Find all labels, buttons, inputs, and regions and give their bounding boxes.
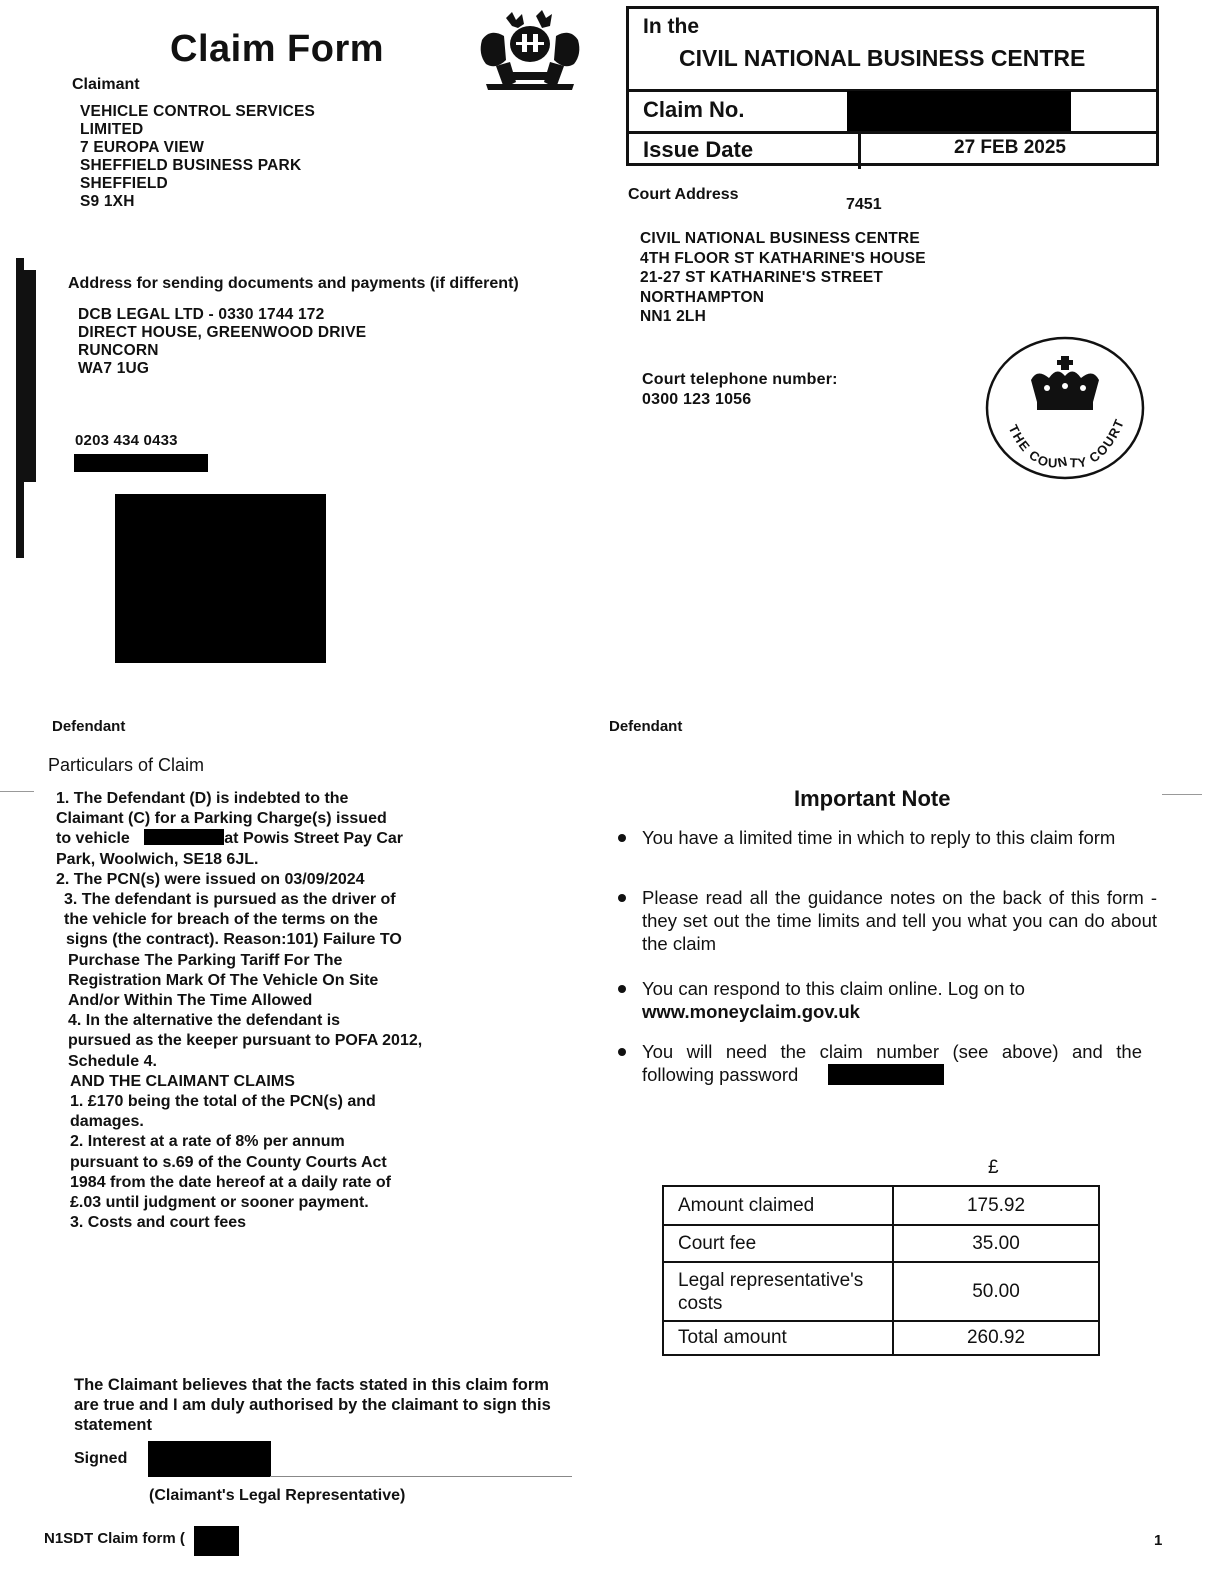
signature-line <box>270 1476 572 1477</box>
svg-text:THE COUNTY COURT <box>1006 416 1128 471</box>
fold-line <box>0 791 34 792</box>
bullet-icon <box>618 985 626 993</box>
particulars-text <box>56 789 476 1233</box>
particulars-line: Schedule 4. <box>68 1052 157 1070</box>
claimant-address-line: LIMITED <box>80 121 144 138</box>
claimant-address-line: 7 EUROPA VIEW <box>80 139 205 156</box>
defendant-label-right: Defendant <box>609 718 683 735</box>
particulars-line: 4. In the alternative the defendant is <box>68 1012 341 1030</box>
claimant-address-line: SHEFFIELD <box>80 175 168 192</box>
sending-address-line: WA7 1UG <box>78 360 150 377</box>
court-address <box>640 229 926 327</box>
bullet-icon <box>618 1048 626 1056</box>
particulars-line: 1984 from the date hereof at a daily rate of <box>70 1173 391 1191</box>
claim-no-label: Claim No. <box>643 97 745 122</box>
form-title: Claim Form <box>170 28 385 70</box>
sending-address-label: Address for sending documents and payments (if different) <box>68 275 519 292</box>
redacted-signature <box>148 1441 271 1477</box>
important-note-heading: Important Note <box>794 786 951 811</box>
sending-address <box>78 306 366 378</box>
margin-bar <box>16 258 24 558</box>
amount-value: 50.00 <box>893 1262 1099 1321</box>
court-address-line: 4TH FLOOR ST KATHARINE'S HOUSE <box>640 249 926 267</box>
particulars-line: £.03 until judgment or sooner payment. <box>70 1194 369 1212</box>
statement-line: are true and I am duly authorised by the claimant to sign this <box>74 1396 551 1415</box>
particulars-heading: Particulars of Claim <box>48 755 205 775</box>
amount-value: 260.92 <box>893 1321 1099 1355</box>
important-note-item <box>618 977 1158 1025</box>
statement-line: The Claimant believes that the facts stated in this claim form <box>74 1376 549 1394</box>
court-info-box <box>626 6 1159 166</box>
defendant-label-left: Defendant <box>52 718 126 735</box>
particulars-line: 1. The Defendant (D) is indebted to the <box>56 790 349 807</box>
particulars-line: signs (the contract). Reason:101) Failure TO <box>66 931 402 949</box>
margin-bar <box>24 270 36 482</box>
particulars-line: damages. <box>70 1113 144 1131</box>
particulars-line: the vehicle for breach of the terms on the <box>64 911 378 929</box>
form-identifier: N1SDT Claim form ( <box>44 1530 185 1547</box>
particulars-line: pursuant to s.69 of the County Courts Act <box>70 1153 387 1171</box>
particulars-segment: to vehicle <box>56 830 130 848</box>
currency-symbol: £ <box>988 1157 999 1178</box>
amount-label: Total amount <box>663 1321 893 1355</box>
redacted-claim-number <box>847 91 1071 131</box>
fold-line <box>1162 794 1202 795</box>
amount-label: Court fee <box>663 1225 893 1262</box>
particulars-line: Registration Mark Of The Vehicle On Site <box>68 971 379 989</box>
statement-of-truth <box>74 1375 551 1436</box>
amount-row <box>663 1225 1099 1262</box>
claimant-address-line: SHEFFIELD BUSINESS PARK <box>80 157 302 174</box>
important-note-item: Please read all the guidance notes on the back of this form - they set out the time limits and tell you what you can do about the claim <box>618 886 1158 958</box>
court-address-label: Court Address <box>628 186 739 203</box>
particulars-line: Park, Woolwich, SE18 6JL. <box>56 850 259 868</box>
issue-date-value: 27 FEB 2025 <box>954 137 1066 158</box>
sending-phone: 0203 434 0433 <box>75 432 178 449</box>
bullet-icon <box>618 894 626 902</box>
court-address-line: 21-27 ST KATHARINE'S STREET <box>640 269 884 286</box>
particulars-line: Claimant (C) for a Parking Charge(s) issued <box>56 810 387 828</box>
redacted-form-reference <box>194 1526 239 1556</box>
signed-label: Signed <box>74 1450 128 1467</box>
particulars-line: Purchase The Parking Tariff For The <box>68 951 343 969</box>
court-code: 7451 <box>846 196 882 213</box>
court-telephone-label: Court telephone number: <box>642 371 838 388</box>
particulars-line: 2. Interest at a rate of 8% per annum <box>70 1133 345 1151</box>
amount-row <box>663 1262 1099 1321</box>
issue-date-label: Issue Date <box>643 137 754 162</box>
court-address-line: NORTHAMPTON <box>640 288 765 306</box>
important-note-item: You have a limited time in which to reply to this claim form <box>618 826 1158 874</box>
particulars-line: 3. Costs and court fees <box>70 1214 247 1232</box>
claimant-label: Claimant <box>72 76 140 93</box>
particulars-line: pursued as the keeper pursuant to POFA 2012, <box>68 1032 423 1050</box>
amount-row <box>663 1321 1099 1355</box>
claim-no-row <box>629 89 1156 134</box>
particulars-line: AND THE CLAIMANT CLAIMS <box>70 1072 295 1090</box>
redacted-password <box>828 1064 944 1085</box>
court-address-line: CIVIL NATIONAL BUSINESS CENTRE <box>640 230 920 247</box>
amount-row <box>663 1186 1099 1225</box>
court-telephone <box>642 370 838 410</box>
signatory-role: (Claimant's Legal Representative) <box>149 1487 406 1504</box>
amount-label: Legal representative's costs <box>663 1262 893 1321</box>
amount-label: Amount claimed <box>663 1186 893 1225</box>
sending-address-line: DIRECT HOUSE, GREENWOOD DRIVE <box>78 324 367 341</box>
particulars-line: 3. The defendant is pursued as the driver of <box>64 891 396 909</box>
claimant-address-line: VEHICLE CONTROL SERVICES <box>80 103 316 120</box>
sending-address-line: RUNCORN <box>78 342 159 359</box>
seal-text: THE COUNTY COURT <box>1005 415 1128 471</box>
particulars-line: 2. The PCN(s) were issued on 03/09/2024 <box>56 870 365 888</box>
particulars-line: And/or Within The Time Allowed <box>68 992 313 1010</box>
sending-address-line: DCB LEGAL LTD - 0330 1744 172 <box>78 306 325 323</box>
moneyclaim-link[interactable]: www.moneyclaim.gov.uk <box>642 1001 860 1022</box>
court-telephone-number: 0300 123 1056 <box>642 391 752 408</box>
amounts-table <box>662 1185 1100 1356</box>
redacted-reference <box>74 454 208 472</box>
issue-date-row <box>629 131 1156 169</box>
amount-value: 175.92 <box>893 1186 1099 1225</box>
important-note-item: You will need the claim number (see above) and the following password <box>618 1040 1158 1088</box>
statement-line: statement <box>74 1416 152 1435</box>
page-number: 1 <box>1154 1532 1163 1549</box>
court-address-line: NN1 2LH <box>640 308 706 325</box>
particulars-line <box>56 829 476 849</box>
online-response-text: You can respond to this claim online. Log on to <box>642 978 1025 999</box>
redacted-defendant-address <box>115 494 326 663</box>
claimant-address <box>80 103 315 211</box>
county-court-seal-icon <box>985 336 1145 480</box>
claimant-address-line: S9 1XH <box>80 193 135 210</box>
particulars-segment: at Powis Street Pay Car <box>224 830 404 848</box>
amount-value: 35.00 <box>893 1225 1099 1262</box>
court-name: CIVIL NATIONAL BUSINESS CENTRE <box>679 45 1086 71</box>
royal-crest-icon <box>476 10 584 90</box>
redacted-vehicle-registration <box>144 829 224 845</box>
in-the-label: In the <box>643 15 699 38</box>
particulars-line: 1. £170 being the total of the PCN(s) and <box>70 1093 376 1111</box>
bullet-icon <box>618 834 626 842</box>
court-name-row <box>629 9 1156 92</box>
